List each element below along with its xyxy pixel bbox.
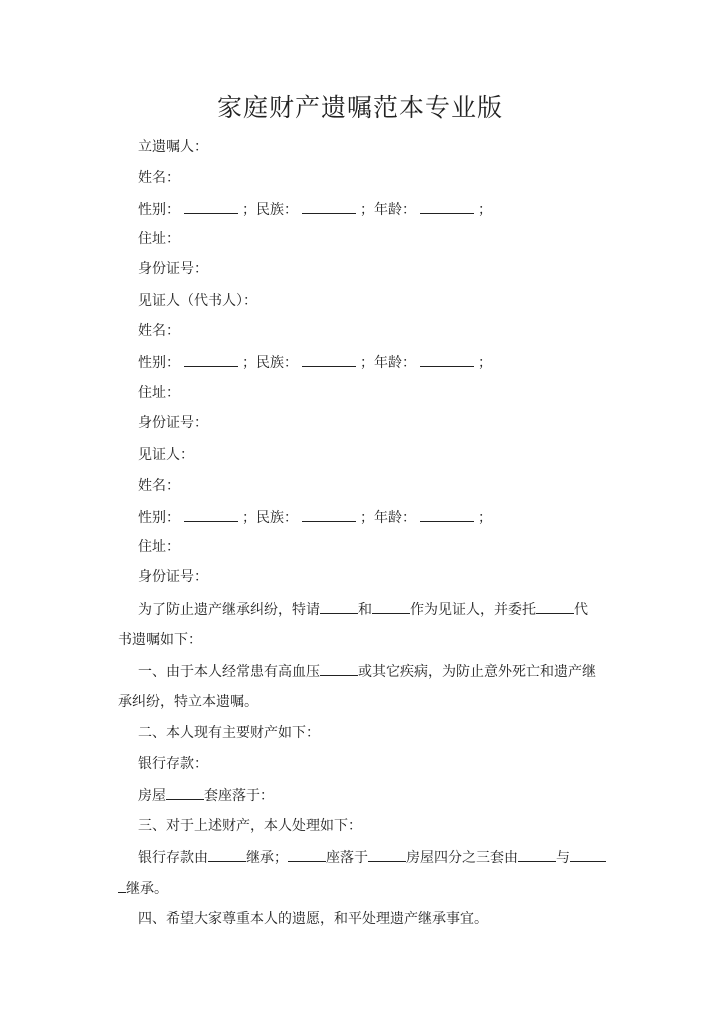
location-blank[interactable] bbox=[288, 848, 326, 862]
age-blank[interactable] bbox=[420, 353, 474, 367]
house-text: 套座落于： bbox=[204, 788, 274, 804]
witness-scribe-heading: 见证人（代书人）： bbox=[138, 293, 257, 309]
clause3-text: 房屋四分之三套由 bbox=[406, 850, 518, 866]
clause3-text: 继承； bbox=[246, 850, 288, 866]
gender-label: 性别： bbox=[138, 202, 180, 218]
ethnicity-label: ；民族： bbox=[242, 355, 298, 371]
gender-label: 性别： bbox=[138, 355, 180, 371]
clause3-text: 与 bbox=[556, 850, 570, 866]
testator-details-row bbox=[138, 200, 492, 219]
witness-id-label: 身份证号： bbox=[138, 569, 208, 585]
witness-address-label: 住址： bbox=[138, 539, 180, 555]
ethnicity-label: ；民族： bbox=[242, 202, 298, 218]
row-end: ； bbox=[478, 355, 492, 371]
document-title: 家庭财产遗嘱范本专业版 bbox=[216, 93, 503, 122]
witness1-blank[interactable] bbox=[320, 600, 358, 614]
ethnicity-blank[interactable] bbox=[302, 508, 356, 522]
gender-blank[interactable] bbox=[184, 200, 238, 214]
house-blank[interactable] bbox=[368, 848, 406, 862]
clause1-line-2: 承纠纷，特立本遗嘱。 bbox=[118, 694, 258, 710]
gender-blank[interactable] bbox=[184, 508, 238, 522]
clause1-text: 或其它疾病，为防止意外死亡和遗产继 bbox=[358, 664, 596, 680]
age-blank[interactable] bbox=[420, 200, 474, 214]
testator-address-label: 住址： bbox=[138, 231, 180, 247]
age-label: ；年龄： bbox=[360, 510, 416, 526]
intro-text: 和 bbox=[358, 602, 372, 618]
testator-heading: 立遗嘱人： bbox=[138, 139, 208, 155]
clause1-line-1 bbox=[138, 662, 596, 681]
scribe-blank[interactable] bbox=[536, 600, 574, 614]
clause2-house bbox=[138, 786, 274, 805]
house-text: 房屋 bbox=[138, 788, 166, 804]
age-blank[interactable] bbox=[420, 508, 474, 522]
clause3-text: 银行存款由 bbox=[138, 850, 208, 866]
gender-blank[interactable] bbox=[184, 353, 238, 367]
house-count-blank[interactable] bbox=[166, 786, 204, 800]
intro-line-1 bbox=[138, 600, 588, 619]
clause3-line-2 bbox=[118, 879, 168, 898]
age-label: ；年龄： bbox=[360, 355, 416, 371]
ethnicity-label: ；民族： bbox=[242, 510, 298, 526]
witness-scribe-address-label: 住址： bbox=[138, 385, 180, 401]
bank-heir-blank[interactable] bbox=[208, 848, 246, 862]
clause2-heading: 二、本人现有主要财产如下： bbox=[138, 725, 320, 741]
witness-name-label: 姓名： bbox=[138, 478, 180, 494]
testator-id-label: 身份证号： bbox=[138, 261, 208, 277]
intro-text: 为了防止遗产继承纠纷，特请 bbox=[138, 602, 320, 618]
clause1-text: 一、由于本人经常患有高血压 bbox=[138, 664, 320, 680]
row-end: ； bbox=[478, 510, 492, 526]
witness-details-row bbox=[138, 508, 492, 527]
ethnicity-blank[interactable] bbox=[302, 353, 356, 367]
heir1-blank[interactable] bbox=[518, 848, 556, 862]
witness-scribe-details-row bbox=[138, 353, 492, 372]
ethnicity-blank[interactable] bbox=[302, 200, 356, 214]
intro-line-2: 书遗嘱如下： bbox=[118, 632, 202, 648]
clause3-text: 座落于 bbox=[326, 850, 368, 866]
clause3-line-1 bbox=[138, 848, 606, 867]
clause2-bank: 银行存款： bbox=[138, 756, 208, 772]
clause4-text: 四、希望大家尊重本人的遗愿，和平处理遗产继承事宜。 bbox=[138, 911, 488, 927]
intro-text: 代 bbox=[574, 602, 588, 618]
row-end: ； bbox=[478, 202, 492, 218]
heir2-blank[interactable] bbox=[570, 848, 606, 862]
clause3-heading: 三、对于上述财产，本人处理如下： bbox=[138, 818, 362, 834]
witness-heading: 见证人： bbox=[138, 447, 194, 463]
age-label: ；年龄： bbox=[360, 202, 416, 218]
gender-label: 性别： bbox=[138, 510, 180, 526]
illness-blank[interactable] bbox=[320, 662, 358, 676]
intro-text: 作为见证人，并委托 bbox=[410, 602, 536, 618]
clause3-text: 继承。 bbox=[126, 881, 168, 897]
testator-name-label: 姓名： bbox=[138, 170, 180, 186]
witness-scribe-name-label: 姓名： bbox=[138, 323, 180, 339]
witness-scribe-id-label: 身份证号： bbox=[138, 415, 208, 431]
heir2-blank-continued[interactable] bbox=[118, 879, 126, 893]
witness2-blank[interactable] bbox=[372, 600, 410, 614]
